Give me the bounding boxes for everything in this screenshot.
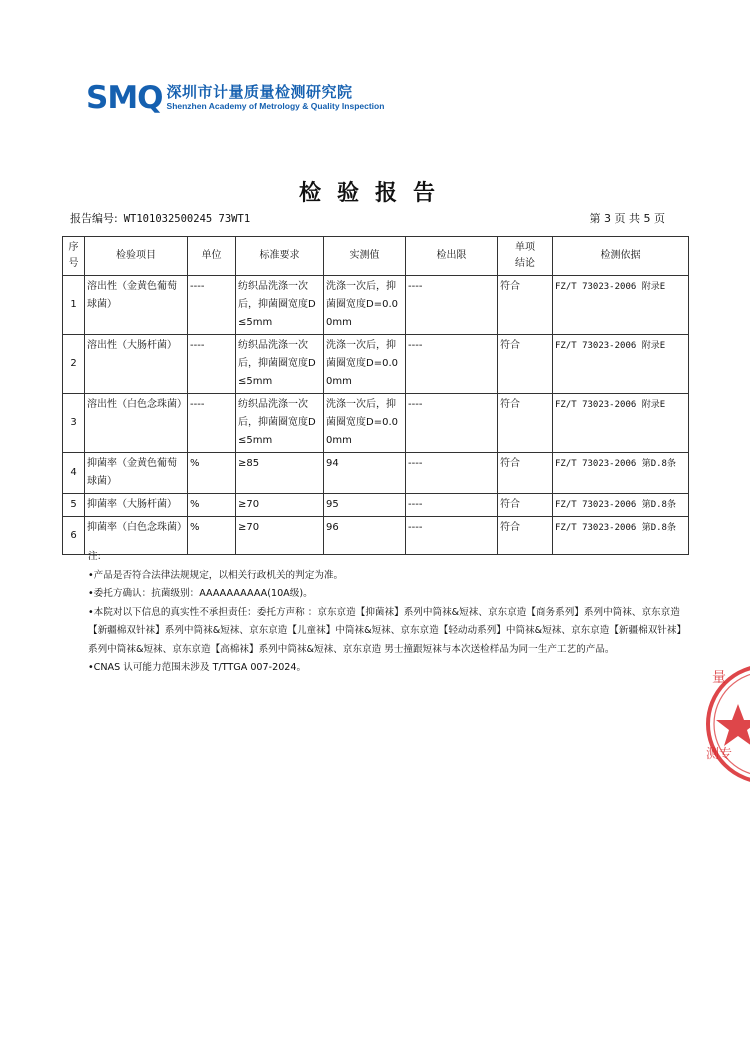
col-header: 单项结论 <box>498 237 553 276</box>
table-row <box>63 335 689 394</box>
col-header: 检出限 <box>406 237 498 276</box>
cell-measured: 洗涤一次后，抑菌圈宽度D=0.00mm <box>324 335 406 394</box>
cell-requirement: ≥70 <box>236 494 324 517</box>
cell-basis: FZ/T 73023-2006 第D.8条 <box>553 517 689 555</box>
col-header: 序号 <box>63 237 85 276</box>
cell-requirement: ≥70 <box>236 517 324 555</box>
cell-basis: FZ/T 73023-2006 附录E <box>553 335 689 394</box>
note-item: •本院对以下信息的真实性不承担责任：委托方声称 ：京东京造【抑菌袜】系列中筒袜&短袜、京东京造【商务系列】系列中筒袜、京东京造【新疆棉双针袜】系列中筒袜&短袜、京东京造【儿童袜】中筒袜&短袜、京东京造【轻动动系列】中筒袜&短袜、京东京造【新疆棉双针袜】系列中筒袜&短袜、京东京造【高棉袜】系列中筒袜&短袜、京东京造 男士撞跟短袜与本次送检样品为同一生产工艺的产品。 <box>88 606 687 655</box>
cell-requirement: 纺织品洗涤一次后，抑菌圈宽度D≤5mm <box>236 394 324 453</box>
cell-basis: FZ/T 73023-2006 附录E <box>553 394 689 453</box>
cell-measured: 95 <box>324 494 406 517</box>
col-header: 单位 <box>188 237 236 276</box>
cell-requirement: ≥85 <box>236 453 324 494</box>
table-row <box>63 453 689 494</box>
col-header: 检测依据 <box>553 237 689 276</box>
page-info: 第 3 页 共 5 页 <box>589 212 665 225</box>
cell-requirement: 纺织品洗涤一次后，抑菌圈宽度D≤5mm <box>236 276 324 335</box>
col-header: 检验项目 <box>85 237 188 276</box>
cell-measured: 94 <box>324 453 406 494</box>
cell-no: 6 <box>63 517 85 555</box>
cell-unit: % <box>188 453 236 494</box>
seal-graphic <box>704 658 750 790</box>
cell-item: 溶出性（金黄色葡萄球菌） <box>85 276 188 335</box>
cell-no: 3 <box>63 394 85 453</box>
note-item: •CNAS 认可能力范围未涉及 T/TTGA 007-2024。 <box>88 662 307 673</box>
cell-item: 溶出性（白色念珠菌） <box>85 394 188 453</box>
svg-text:测专: 测专 <box>706 747 733 762</box>
cell-measured: 96 <box>324 517 406 555</box>
cell-basis: FZ/T 73023-2006 第D.8条 <box>553 494 689 517</box>
official-seal-stamp <box>704 658 750 790</box>
cell-limit: ---- <box>406 494 498 517</box>
cell-no: 4 <box>63 453 85 494</box>
cell-limit: ---- <box>406 335 498 394</box>
results-table <box>62 236 689 555</box>
cell-item: 抑菌率（白色念珠菌） <box>85 517 188 555</box>
logo-mark: SMQ <box>86 80 163 116</box>
cell-unit: ---- <box>188 276 236 335</box>
cell-no: 2 <box>63 335 85 394</box>
cell-basis: FZ/T 73023-2006 第D.8条 <box>553 453 689 494</box>
report-number <box>70 210 250 226</box>
cell-item: 溶出性（大肠杆菌） <box>85 335 188 394</box>
cell-item: 抑菌率（大肠杆菌） <box>85 494 188 517</box>
cell-unit: ---- <box>188 335 236 394</box>
cell-result: 符合 <box>498 394 553 453</box>
table-header-row <box>63 237 689 276</box>
cell-no: 5 <box>63 494 85 517</box>
cell-result: 符合 <box>498 335 553 394</box>
report-number-label: 报告编号: <box>70 212 118 225</box>
note-item: •产品是否符合法律法规规定，以相关行政机关的判定为准。 <box>88 569 344 581</box>
cell-unit: % <box>188 517 236 555</box>
cell-no: 1 <box>63 276 85 335</box>
cell-result: 符合 <box>498 517 553 555</box>
cell-result: 符合 <box>498 494 553 517</box>
report-number-value: WT101032500245 73WT1 <box>123 213 251 225</box>
notes-heading: 注: <box>88 551 101 562</box>
cell-unit: % <box>188 494 236 517</box>
org-name-cn: 深圳市计量质量检测研究院 <box>166 83 353 101</box>
cell-limit: ---- <box>406 517 498 555</box>
cell-result: 符合 <box>498 276 553 335</box>
cell-item: 抑菌率（金黄色葡萄球菌） <box>85 453 188 494</box>
cell-unit: ---- <box>188 394 236 453</box>
org-logo <box>86 80 384 116</box>
cell-measured: 洗涤一次后，抑菌圈宽度D=0.00mm <box>324 394 406 453</box>
cell-basis: FZ/T 73023-2006 附录E <box>553 276 689 335</box>
cell-measured: 洗涤一次后，抑菌圈宽度D=0.00mm <box>324 276 406 335</box>
table-row <box>63 494 689 517</box>
logo-text <box>167 84 385 112</box>
svg-text:量: 量 <box>712 670 726 686</box>
note-item: •委托方确认：抗菌级别：AAAAAAAAAA(10A级)。 <box>88 588 313 599</box>
cell-result: 符合 <box>498 453 553 494</box>
cell-requirement: 纺织品洗涤一次后，抑菌圈宽度D≤5mm <box>236 335 324 394</box>
org-name-en: Shenzhen Academy of Metrology & Quality Inspection <box>166 101 385 111</box>
cell-limit: ---- <box>406 394 498 453</box>
col-header: 实测值 <box>324 237 406 276</box>
cell-limit: ---- <box>406 276 498 335</box>
table-row <box>63 394 689 453</box>
cell-limit: ---- <box>406 453 498 494</box>
notes-section <box>88 548 688 678</box>
report-title: 检验报告 <box>298 180 451 206</box>
col-header: 标准要求 <box>236 237 324 276</box>
table-row <box>63 276 689 335</box>
